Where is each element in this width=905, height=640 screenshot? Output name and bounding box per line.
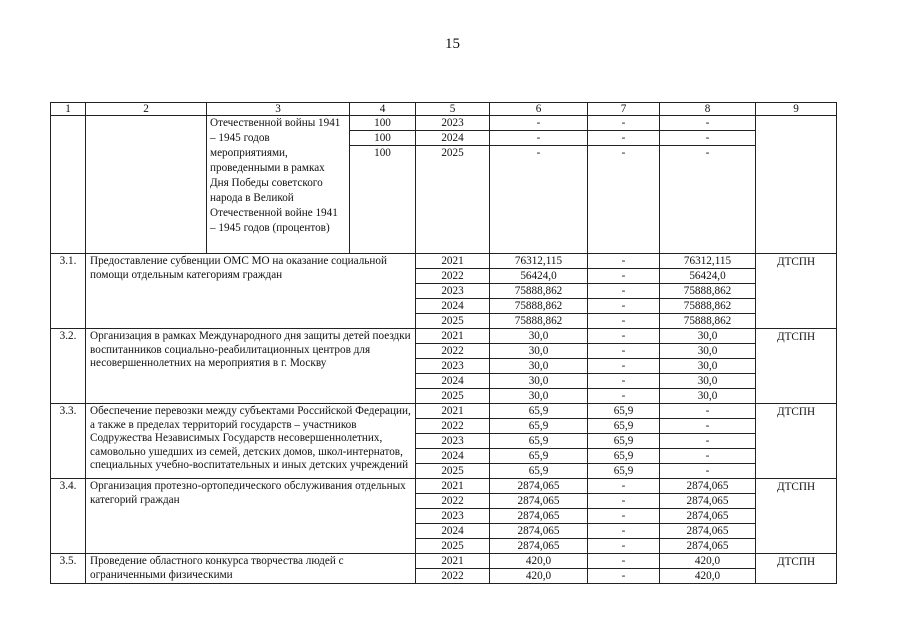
regional-cell: -	[660, 464, 756, 479]
section-description: Проведение областного конкурса творчества людей с ограниченными физическими	[86, 554, 416, 584]
federal-cell: -	[588, 131, 660, 146]
regional-cell: 30,0	[660, 344, 756, 359]
section-code: 3.4.	[51, 479, 86, 554]
blank-cell	[51, 116, 86, 254]
regional-cell: 30,0	[660, 359, 756, 374]
federal-cell: 65,9	[588, 464, 660, 479]
federal-cell: -	[588, 344, 660, 359]
total-cell: 56424,0	[490, 269, 588, 284]
federal-cell: -	[588, 494, 660, 509]
regional-cell: 420,0	[660, 569, 756, 584]
federal-cell: -	[588, 554, 660, 569]
regional-cell: 420,0	[660, 554, 756, 569]
executor-cell: ДТСПН	[756, 329, 837, 404]
regional-cell: 2874,065	[660, 494, 756, 509]
column-number: 5	[416, 103, 490, 116]
regional-cell: 75888,862	[660, 284, 756, 299]
total-cell: 2874,065	[490, 479, 588, 494]
table-row	[51, 116, 837, 131]
column-number: 9	[756, 103, 837, 116]
column-number: 1	[51, 103, 86, 116]
year-cell: 2024	[416, 449, 490, 464]
indicator-value: 100	[350, 116, 416, 131]
section-code: 3.2.	[51, 329, 86, 404]
year-cell: 2021	[416, 329, 490, 344]
year-cell: 2023	[416, 509, 490, 524]
year-cell: 2021	[416, 479, 490, 494]
federal-cell: -	[588, 299, 660, 314]
table-row	[51, 404, 837, 419]
year-cell: 2024	[416, 131, 490, 146]
regional-cell: -	[660, 131, 756, 146]
blank-cell	[86, 116, 207, 254]
regional-cell: 76312,115	[660, 254, 756, 269]
year-cell: 2021	[416, 404, 490, 419]
total-cell: 2874,065	[490, 509, 588, 524]
federal-cell: -	[588, 269, 660, 284]
section-code: 3.3.	[51, 404, 86, 479]
federal-cell: -	[588, 389, 660, 404]
section-code: 3.1.	[51, 254, 86, 329]
year-cell: 2022	[416, 419, 490, 434]
column-number: 2	[86, 103, 207, 116]
total-cell: 75888,862	[490, 299, 588, 314]
program-table	[50, 102, 837, 584]
year-cell: 2025	[416, 389, 490, 404]
section-code: 3.5.	[51, 554, 86, 584]
year-cell: 2023	[416, 434, 490, 449]
total-cell: 65,9	[490, 464, 588, 479]
column-number: 4	[350, 103, 416, 116]
column-number: 8	[660, 103, 756, 116]
executor-cell	[756, 116, 837, 254]
total-cell: -	[490, 131, 588, 146]
total-cell: 65,9	[490, 419, 588, 434]
total-cell: 65,9	[490, 434, 588, 449]
federal-cell: -	[588, 479, 660, 494]
total-cell: 30,0	[490, 359, 588, 374]
executor-cell: ДТСПН	[756, 404, 837, 479]
year-cell: 2024	[416, 374, 490, 389]
year-cell: 2023	[416, 359, 490, 374]
year-cell: 2021	[416, 254, 490, 269]
indicator-value: 100	[350, 146, 416, 254]
regional-cell: 30,0	[660, 374, 756, 389]
section-description: Обеспечение перевозки между субъектами Российской Федерации, а также в пределах территорий государств – участников Содружества Независимых Государств несовершеннолетних, самовольно ушедших из семей, детских домов, школ-интернатов, специальных учебно-воспитательных и иных детских учреждений	[86, 404, 416, 479]
federal-cell: 65,9	[588, 419, 660, 434]
total-cell: -	[490, 146, 588, 254]
total-cell: 2874,065	[490, 539, 588, 554]
year-cell: 2021	[416, 554, 490, 569]
total-cell: 2874,065	[490, 494, 588, 509]
column-number-row	[51, 103, 837, 116]
federal-cell: -	[588, 539, 660, 554]
year-cell: 2025	[416, 464, 490, 479]
executor-cell: ДТСПН	[756, 254, 837, 329]
regional-cell: -	[660, 404, 756, 419]
total-cell: 420,0	[490, 554, 588, 569]
federal-cell: -	[588, 146, 660, 254]
regional-cell: 30,0	[660, 389, 756, 404]
federal-cell: 65,9	[588, 449, 660, 464]
executor-cell: ДТСПН	[756, 554, 837, 584]
regional-cell: -	[660, 434, 756, 449]
regional-cell: 30,0	[660, 329, 756, 344]
total-cell: -	[490, 116, 588, 131]
regional-cell: 56424,0	[660, 269, 756, 284]
federal-cell: -	[588, 116, 660, 131]
federal-cell: -	[588, 314, 660, 329]
year-cell: 2022	[416, 569, 490, 584]
year-cell: 2022	[416, 344, 490, 359]
regional-cell: 75888,862	[660, 299, 756, 314]
total-cell: 30,0	[490, 389, 588, 404]
regional-cell: 2874,065	[660, 524, 756, 539]
regional-cell: 2874,065	[660, 539, 756, 554]
year-cell: 2023	[416, 284, 490, 299]
executor-cell: ДТСПН	[756, 479, 837, 554]
total-cell: 30,0	[490, 329, 588, 344]
federal-cell: 65,9	[588, 404, 660, 419]
regional-cell: -	[660, 419, 756, 434]
year-cell: 2025	[416, 146, 490, 254]
year-cell: 2024	[416, 524, 490, 539]
total-cell: 65,9	[490, 449, 588, 464]
total-cell: 2874,065	[490, 524, 588, 539]
year-cell: 2024	[416, 299, 490, 314]
regional-cell: 2874,065	[660, 479, 756, 494]
year-cell: 2022	[416, 269, 490, 284]
regional-cell: 2874,065	[660, 509, 756, 524]
federal-cell: -	[588, 254, 660, 269]
regional-cell: -	[660, 146, 756, 254]
regional-cell: -	[660, 449, 756, 464]
total-cell: 75888,862	[490, 284, 588, 299]
year-cell: 2025	[416, 314, 490, 329]
indicator-value: 100	[350, 131, 416, 146]
table-row	[51, 329, 837, 344]
total-cell: 65,9	[490, 404, 588, 419]
table-row	[51, 254, 837, 269]
total-cell: 30,0	[490, 344, 588, 359]
federal-cell: -	[588, 284, 660, 299]
regional-cell: -	[660, 116, 756, 131]
section-description: Организация в рамках Международного дня защиты детей поездки воспитанников социально-реабилитационных центров для несовершеннолетних на мероприятия в г. Москву	[86, 329, 416, 404]
year-cell: 2025	[416, 539, 490, 554]
regional-cell: 75888,862	[660, 314, 756, 329]
table-row	[51, 554, 837, 569]
total-cell: 30,0	[490, 374, 588, 389]
federal-cell: -	[588, 569, 660, 584]
total-cell: 76312,115	[490, 254, 588, 269]
column-number: 7	[588, 103, 660, 116]
indicator-text: Отечественной войны 1941 – 1945 годов мероприятиями, проведенными в рамках Дня Победы советского народа в Великой Отечественной войне 1941 – 1945 годов (процентов)	[207, 116, 350, 254]
total-cell: 75888,862	[490, 314, 588, 329]
total-cell: 420,0	[490, 569, 588, 584]
section-description: Предоставление субвенции ОМС МО на оказание социальной помощи отдельным категориям граждан	[86, 254, 416, 329]
federal-cell: -	[588, 509, 660, 524]
year-cell: 2022	[416, 494, 490, 509]
year-cell: 2023	[416, 116, 490, 131]
column-number: 3	[207, 103, 350, 116]
table-row	[51, 479, 837, 494]
column-number: 6	[490, 103, 588, 116]
page-number: 15	[445, 36, 460, 52]
federal-cell: -	[588, 374, 660, 389]
federal-cell: -	[588, 329, 660, 344]
federal-cell: 65,9	[588, 434, 660, 449]
federal-cell: -	[588, 359, 660, 374]
section-description: Организация протезно-ортопедического обслуживания отдельных категорий граждан	[86, 479, 416, 554]
federal-cell: -	[588, 524, 660, 539]
